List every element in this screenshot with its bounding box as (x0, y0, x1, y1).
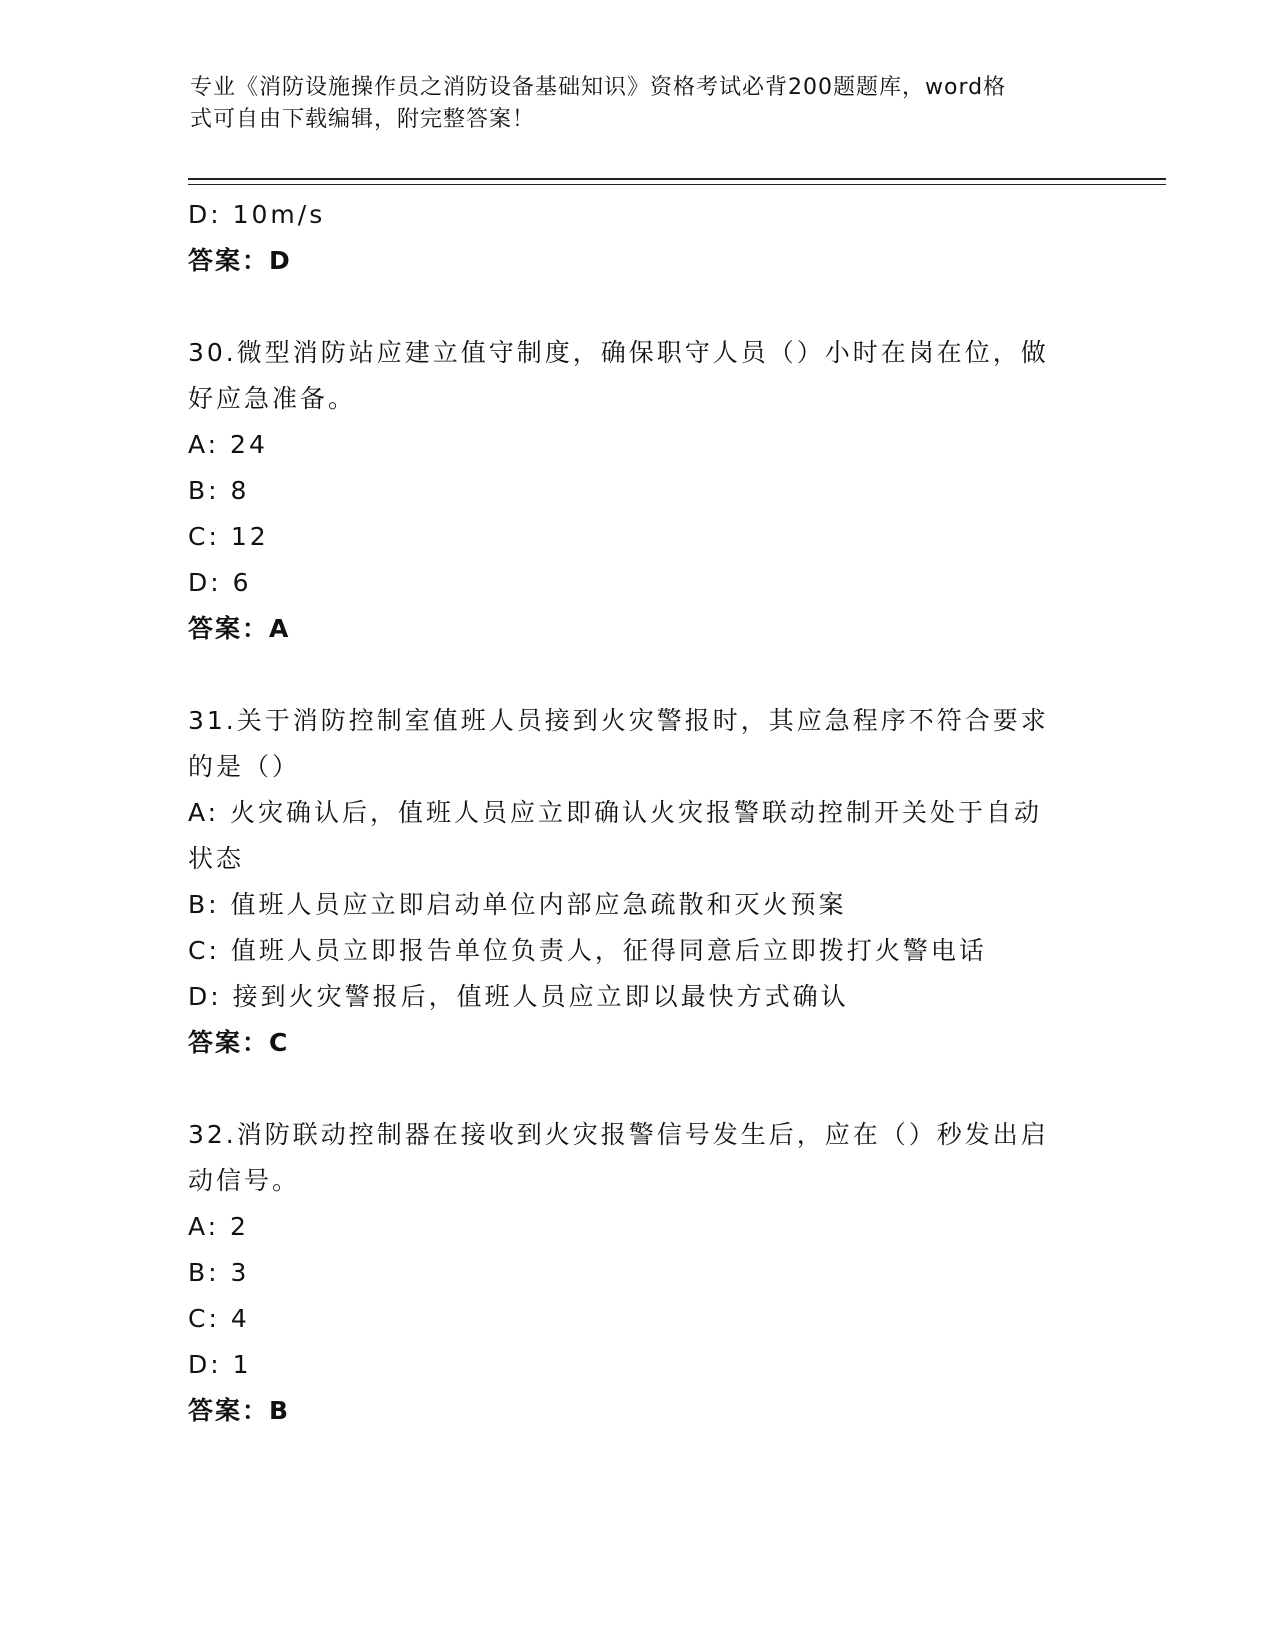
option-d: D: 1 (188, 1350, 252, 1379)
option-d: D: 6 (188, 568, 252, 597)
answer-line: 答案：D (188, 246, 292, 275)
option-b: B: 8 (188, 476, 250, 505)
question-stem-line-1: 31.关于消防控制室值班人员接到火灾警报时，其应急程序不符合要求 (188, 706, 1049, 735)
question-31 (188, 698, 1088, 1066)
answer-line: 答案：A (188, 614, 291, 643)
question-stem-line-1: 30.微型消防站应建立值守制度，确保职守人员（）小时在岗在位，做 (188, 338, 1049, 367)
header-divider-thin (188, 184, 1166, 185)
option-b: B: 3 (188, 1258, 250, 1287)
header-title-line-2: 式可自由下载编辑，附完整答案！ (190, 107, 536, 132)
question-stem-line-2: 好应急准备。 (188, 384, 357, 413)
option-d: D: 接到火灾警报后，值班人员应立即以最快方式确认 (188, 982, 849, 1011)
document-header (190, 72, 1090, 136)
question-stem-line-2: 动信号。 (188, 1166, 301, 1195)
option-a-continued: 状态 (188, 844, 245, 873)
option-a: A: 火灾确认后，值班人员应立即确认火灾报警联动控制开关处于自动 (188, 798, 1043, 827)
option-c: C: 4 (188, 1304, 250, 1333)
question-stem-line-1: 32.消防联动控制器在接收到火灾报警信号发生后，应在（）秒发出启 (188, 1120, 1049, 1149)
option-b: B: 值班人员应立即启动单位内部应急疏散和灭火预案 (188, 890, 847, 919)
previous-question-tail (188, 192, 1088, 284)
option-d: D: 10m/s (188, 200, 326, 229)
question-32 (188, 1112, 1088, 1434)
header-divider-thick (188, 178, 1166, 180)
question-stem-line-2: 的是（） (188, 752, 301, 781)
header-title-line-1: 专业《消防设施操作员之消防设备基础知识》资格考试必背200题题库，word格 (190, 75, 1007, 100)
option-c: C: 12 (188, 522, 269, 551)
option-c: C: 值班人员立即报告单位负责人，征得同意后立即拨打火警电话 (188, 936, 987, 965)
option-a: A: 2 (188, 1212, 249, 1241)
answer-line: 答案：C (188, 1028, 290, 1057)
option-a: A: 24 (188, 430, 268, 459)
question-30 (188, 330, 1088, 652)
document-body (188, 192, 1088, 1480)
answer-line: 答案：B (188, 1396, 291, 1425)
